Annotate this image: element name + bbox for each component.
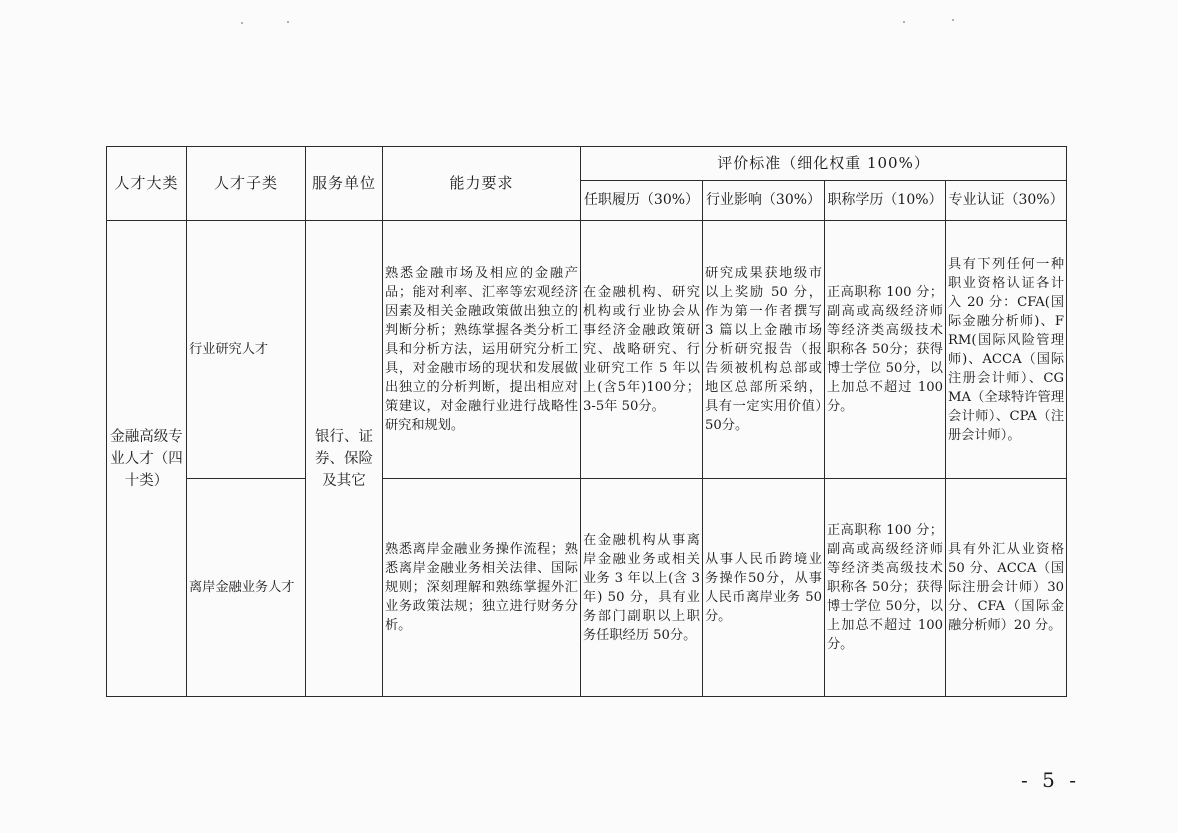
header-ability-requirements: 能力要求	[383, 147, 581, 221]
page-number: - 5 -	[1021, 768, 1080, 792]
header-service-unit: 服务单位	[306, 147, 383, 221]
talent-category-cell: 金融高级专业人才（四十类）	[107, 221, 187, 697]
subcategory-cell: 行业研究人才	[187, 221, 306, 479]
certification-cell: 具有外汇从业资格 50 分、ACCA（国际注册会计师）30 分、CFA（国际金融分析师）20 分。	[946, 479, 1067, 697]
header-professional-certification: 专业认证（30%）	[946, 181, 1067, 221]
header-industry-influence: 行业影响（30%）	[703, 181, 825, 221]
ability-cell: 熟悉金融市场及相应的金融产品；能对利率、汇率等宏观经济因素及相关金融政策做出独立的判断分析；熟练掌握各类分析工具和分析方法，运用研究分析工具，对金融市场的现状和发展做出独立的分析判断，提出相应对策建议，对金融行业进行战略性研究和规划。	[383, 221, 581, 479]
certification-cell: 具有下列任何一种职业资格认证各计入 20 分：CFA(国际金融分析师)、FRM(国际风险管理师)、ACCA（国际注册会计师）、CGMA（全球特许管理会计师）、CPA（注册会计师）。	[946, 221, 1067, 479]
scan-speck	[287, 21, 289, 23]
header-evaluation-criteria: 评价标准（细化权重 100%）	[581, 147, 1067, 181]
header-title-education: 职称学历（10%）	[825, 181, 946, 221]
scan-speck	[903, 21, 905, 23]
industry-influence-cell: 研究成果获地级市以上奖励 50 分，作为第一作者撰写 3 篇以上金融市场分析研究报告（报告须被机构总部或地区总部所采纳，具有一定实用价值）50分。	[703, 221, 825, 479]
table-row	[107, 221, 1067, 479]
talent-evaluation-table	[106, 146, 1067, 697]
scan-speck	[241, 22, 243, 24]
header-talent-category: 人才大类	[107, 147, 187, 221]
table-row	[107, 479, 1067, 697]
subcategory-cell: 离岸金融业务人才	[187, 479, 306, 697]
ability-cell: 熟悉离岸金融业务操作流程；熟悉离岸金融业务相关法律、国际规则；深刻理解和熟练掌握外汇业务政策法规；独立进行财务分析。	[383, 479, 581, 697]
employment-history-cell: 在金融机构、研究机构或行业协会从事经济金融政策研究、战略研究、行业研究工作 5 年以上(含5年)100分；3-5年 50分。	[581, 221, 703, 479]
title-education-cell: 正高职称 100 分；副高或高级经济师等经济类高级技术职称各 50分；获得博士学位 50分，以上加总不超过 100分。	[825, 221, 946, 479]
industry-influence-cell: 从事人民币跨境业务操作50分，从事人民币离岸业务 50分。	[703, 479, 825, 697]
header-employment-history: 任职履历（30%）	[581, 181, 703, 221]
header-talent-subcategory: 人才子类	[187, 147, 306, 221]
employment-history-cell: 在金融机构从事离岸金融业务或相关业务 3 年以上(含 3 年) 50 分，具有业务部门副职以上职务任职经历 50分。	[581, 479, 703, 697]
scan-speck	[952, 19, 954, 21]
service-unit-cell: 银行、证券、保险及其它	[306, 221, 383, 697]
title-education-cell: 正高职称 100 分；副高或高级经济师等经济类高级技术职称各 50分；获得博士学位 50分，以上加总不超过 100分。	[825, 479, 946, 697]
